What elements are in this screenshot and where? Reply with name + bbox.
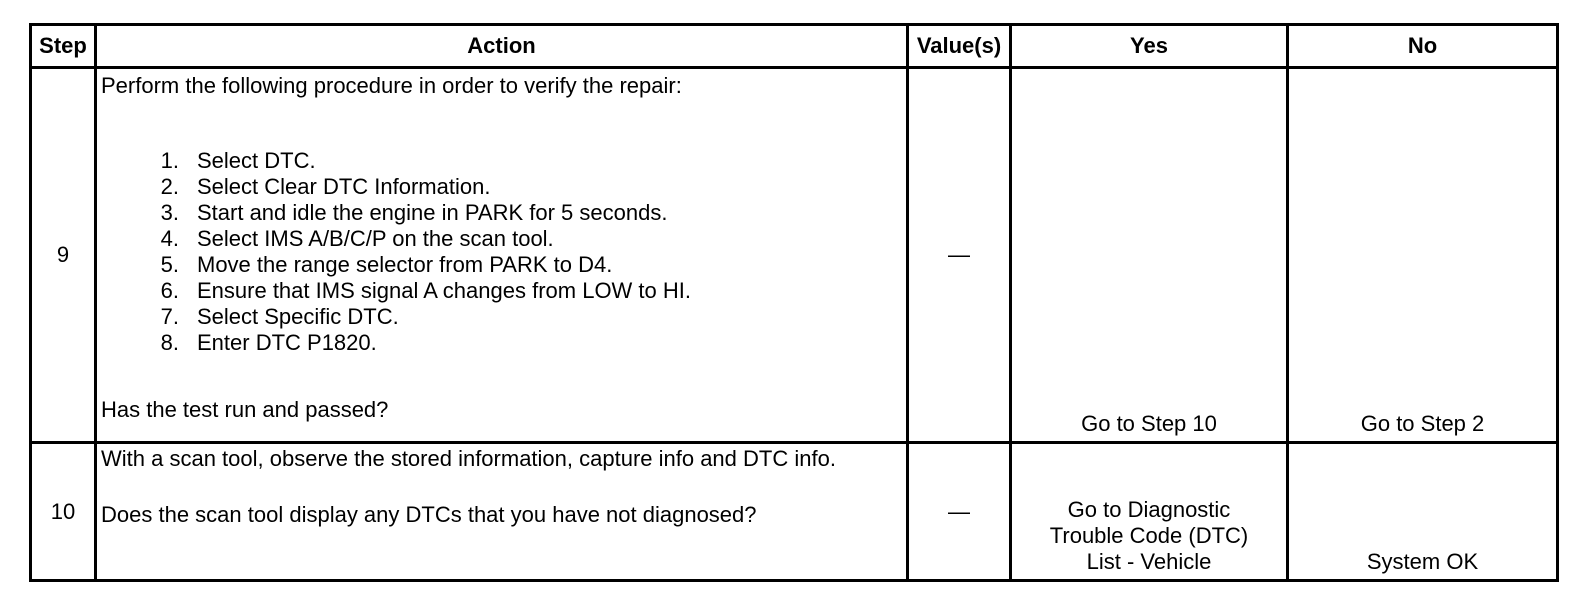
table-row [31, 443, 1558, 581]
value-cell: — [908, 68, 1011, 443]
action-intro: Perform the following procedure in order to verify the repair: [101, 73, 682, 98]
procedure-step-number: 4. [160, 226, 179, 251]
header-no: No [1288, 25, 1558, 68]
procedure-step-number: 2. [160, 174, 179, 199]
procedure-step-number: 3. [160, 200, 179, 225]
procedure-step-number: 6. [160, 278, 179, 303]
yes-line: Go to Diagnostic [1067, 497, 1231, 522]
value-cell: — [908, 443, 1011, 581]
procedure-step [101, 330, 902, 356]
procedure-step-text: Select Clear DTC Information. [197, 174, 491, 199]
action-intro: With a scan tool, observe the stored information, capture info and DTC info. [101, 446, 836, 471]
procedure-step [101, 278, 902, 304]
diagnostic-table [29, 23, 1559, 582]
no-cell: Go to Step 2 [1288, 68, 1558, 443]
procedure-step [101, 226, 902, 252]
procedure-step-text: Enter DTC P1820. [197, 330, 377, 355]
table-row [31, 68, 1558, 443]
header-yes: Yes [1011, 25, 1288, 68]
procedure-step [101, 252, 902, 278]
yes-line: List - Vehicle [1086, 549, 1212, 574]
procedure-list [101, 148, 902, 356]
procedure-step-text: Select DTC. [197, 148, 316, 173]
procedure-step-number: 7. [160, 304, 179, 329]
yes-line: Trouble Code (DTC) [1049, 523, 1249, 548]
action-question: Has the test run and passed? [101, 397, 389, 422]
action-cell [96, 443, 908, 581]
action-question: Does the scan tool display any DTCs that you have not diagnosed? [101, 502, 757, 527]
procedure-step-number: 8. [160, 330, 179, 355]
procedure-step-text: Select Specific DTC. [197, 304, 399, 329]
header-values: Value(s) [908, 25, 1011, 68]
header-step: Step [31, 25, 96, 68]
header-action: Action [96, 25, 908, 68]
procedure-step [101, 200, 902, 226]
procedure-step [101, 174, 902, 200]
no-cell: System OK [1288, 443, 1558, 581]
procedure-step-text: Move the range selector from PARK to D4. [197, 252, 613, 277]
step-number: 9 [31, 68, 96, 443]
procedure-step-text: Select IMS A/B/C/P on the scan tool. [197, 226, 554, 251]
yes-cell [1011, 443, 1288, 581]
procedure-step-number: 1. [160, 148, 179, 173]
procedure-step-number: 5. [160, 252, 179, 277]
procedure-step [101, 304, 902, 330]
procedure-step-text: Start and idle the engine in PARK for 5 seconds. [197, 200, 668, 225]
procedure-step [101, 148, 902, 174]
header-row [31, 25, 1558, 68]
action-cell [96, 68, 908, 443]
procedure-step-text: Ensure that IMS signal A changes from LOW to HI. [197, 278, 692, 303]
step-number: 10 [31, 443, 96, 581]
yes-cell: Go to Step 10 [1011, 68, 1288, 443]
